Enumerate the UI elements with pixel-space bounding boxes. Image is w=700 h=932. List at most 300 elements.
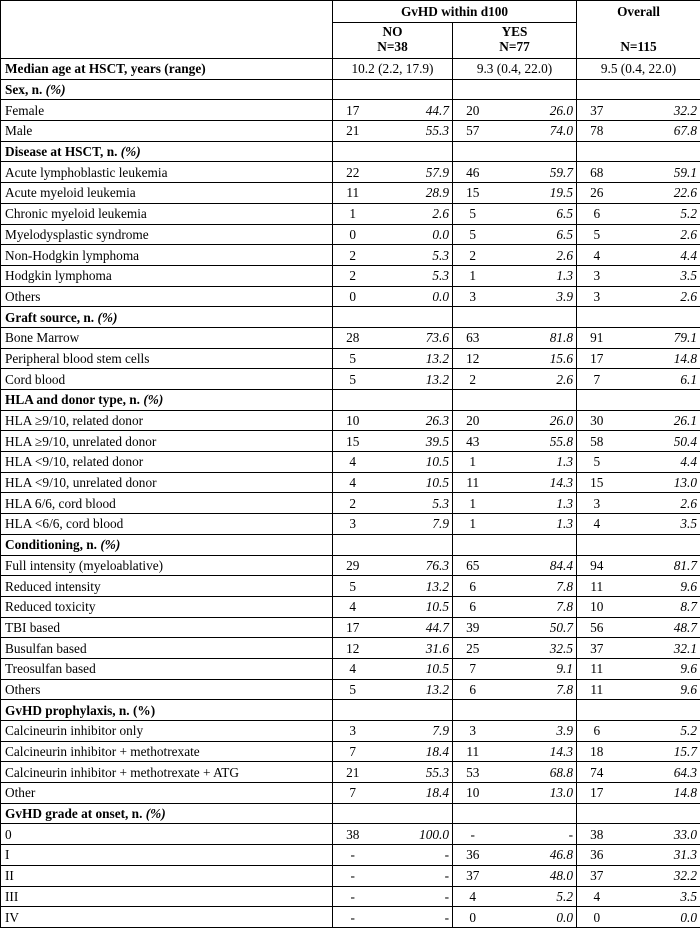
section-title-text: Graft source, n. <box>5 309 95 325</box>
yes-percent: 1.3 <box>493 514 577 535</box>
table-row <box>1 576 700 597</box>
no-count: 4 <box>333 472 373 493</box>
yes-percent: 68.8 <box>493 762 577 783</box>
no-count: 2 <box>333 493 373 514</box>
row-label: 0 <box>1 824 333 845</box>
table-row <box>1 203 700 224</box>
yes-count: 15 <box>453 183 493 204</box>
overall-percent: 4.4 <box>617 245 700 266</box>
table-row <box>1 431 700 452</box>
no-percent: 5.3 <box>373 245 453 266</box>
section-title-pct: (%) <box>145 806 166 822</box>
yes-percent: 48.0 <box>493 865 577 886</box>
overall-percent: 3.5 <box>617 265 700 286</box>
overall-count: 7 <box>577 369 617 390</box>
no-percent: 0.0 <box>373 224 453 245</box>
no-percent: - <box>373 907 453 928</box>
table-row <box>1 286 700 307</box>
overall-percent: 3.5 <box>617 886 700 907</box>
empty-cell <box>373 79 453 100</box>
yes-count: 36 <box>453 845 493 866</box>
yes-percent: 26.0 <box>493 100 577 121</box>
no-count: 10 <box>333 410 373 431</box>
empty-cell <box>577 803 617 824</box>
overall-percent: 14.8 <box>617 783 700 804</box>
overall-count: 11 <box>577 679 617 700</box>
age-row <box>1 59 700 80</box>
table-row <box>1 100 700 121</box>
no-percent: 55.3 <box>373 121 453 142</box>
overall-count: 68 <box>577 162 617 183</box>
yes-count: 2 <box>453 369 493 390</box>
overall-percent: 2.6 <box>617 493 700 514</box>
row-label: Peripheral blood stem cells <box>1 348 333 369</box>
row-label: Non-Hodgkin lymphoma <box>1 245 333 266</box>
row-label: HLA <6/6, cord blood <box>1 514 333 535</box>
overall-count: 3 <box>577 286 617 307</box>
yes-percent: 59.7 <box>493 162 577 183</box>
overall-percent: 59.1 <box>617 162 700 183</box>
no-percent: 13.2 <box>373 348 453 369</box>
empty-cell <box>493 141 577 162</box>
overall-count: 4 <box>577 245 617 266</box>
section-header-row <box>1 803 700 824</box>
overall-count: 91 <box>577 327 617 348</box>
yes-count: 63 <box>453 327 493 348</box>
overall-count: 26 <box>577 183 617 204</box>
yes-count: 6 <box>453 679 493 700</box>
table-row <box>1 121 700 142</box>
table-row <box>1 596 700 617</box>
row-label: Hodgkin lymphoma <box>1 265 333 286</box>
overall-count: 74 <box>577 762 617 783</box>
overall-count: 4 <box>577 886 617 907</box>
table-row <box>1 865 700 886</box>
yes-percent: 1.3 <box>493 265 577 286</box>
row-label: Reduced toxicity <box>1 596 333 617</box>
no-count: 3 <box>333 514 373 535</box>
overall-count: 10 <box>577 596 617 617</box>
section-header-row <box>1 141 700 162</box>
row-label: IV <box>1 907 333 928</box>
section-title <box>1 803 333 824</box>
yes-percent: 7.8 <box>493 596 577 617</box>
no-count: 4 <box>333 658 373 679</box>
no-count: 4 <box>333 596 373 617</box>
table-row <box>1 514 700 535</box>
empty-cell <box>373 141 453 162</box>
row-label: I <box>1 845 333 866</box>
row-label: Treosulfan based <box>1 658 333 679</box>
yes-count: 46 <box>453 162 493 183</box>
no-count: 2 <box>333 245 373 266</box>
no-count: 7 <box>333 741 373 762</box>
table-row <box>1 265 700 286</box>
yes-percent: 15.6 <box>493 348 577 369</box>
yes-count: 3 <box>453 721 493 742</box>
yes-percent: 3.9 <box>493 721 577 742</box>
header-overall-n: N=115 <box>620 38 657 54</box>
yes-percent: 13.0 <box>493 783 577 804</box>
empty-cell <box>373 803 453 824</box>
overall-percent: 9.6 <box>617 658 700 679</box>
row-label: II <box>1 865 333 886</box>
header-yes-label: YES <box>501 24 528 39</box>
no-percent: 31.6 <box>373 638 453 659</box>
empty-cell <box>493 307 577 328</box>
overall-percent: 4.4 <box>617 452 700 473</box>
yes-count: 25 <box>453 638 493 659</box>
no-count: 28 <box>333 327 373 348</box>
empty-cell <box>617 803 700 824</box>
yes-percent: - <box>493 824 577 845</box>
yes-percent: 55.8 <box>493 431 577 452</box>
no-count: 0 <box>333 286 373 307</box>
overall-count: 37 <box>577 100 617 121</box>
overall-count: 6 <box>577 721 617 742</box>
no-count: 0 <box>333 224 373 245</box>
no-count: 5 <box>333 369 373 390</box>
empty-cell <box>453 534 493 555</box>
overall-count: 4 <box>577 514 617 535</box>
no-percent: 5.3 <box>373 493 453 514</box>
yes-percent: 1.3 <box>493 493 577 514</box>
no-percent: 0.0 <box>373 286 453 307</box>
yes-count: 1 <box>453 493 493 514</box>
section-header-row <box>1 79 700 100</box>
yes-percent: 3.9 <box>493 286 577 307</box>
header-row-2 <box>1 23 700 59</box>
section-title-text: Sex, n. <box>5 82 43 98</box>
yes-percent: 26.0 <box>493 410 577 431</box>
overall-count: 36 <box>577 845 617 866</box>
yes-count: 20 <box>453 410 493 431</box>
section-header-row <box>1 700 700 721</box>
no-percent: 18.4 <box>373 741 453 762</box>
overall-count: 37 <box>577 638 617 659</box>
no-percent: 73.6 <box>373 327 453 348</box>
empty-cell <box>577 534 617 555</box>
table-row <box>1 638 700 659</box>
no-percent: 10.5 <box>373 658 453 679</box>
no-count: 1 <box>333 203 373 224</box>
row-label: Cord blood <box>1 369 333 390</box>
yes-percent: 2.6 <box>493 245 577 266</box>
overall-percent: 50.4 <box>617 431 700 452</box>
section-title <box>1 700 333 721</box>
section-title <box>1 534 333 555</box>
no-count: 17 <box>333 100 373 121</box>
overall-percent: 15.7 <box>617 741 700 762</box>
no-count: 2 <box>333 265 373 286</box>
section-header-row <box>1 390 700 411</box>
yes-percent: 19.5 <box>493 183 577 204</box>
table-row <box>1 369 700 390</box>
empty-cell <box>333 141 373 162</box>
section-title-pct: (%) <box>120 144 141 160</box>
empty-cell <box>617 307 700 328</box>
empty-cell <box>373 390 453 411</box>
no-count: 21 <box>333 762 373 783</box>
row-label: TBI based <box>1 617 333 638</box>
empty-cell <box>493 803 577 824</box>
empty-cell <box>577 390 617 411</box>
yes-count: 5 <box>453 203 493 224</box>
empty-cell <box>373 534 453 555</box>
section-title-text: GvHD prophylaxis, n. <box>5 702 130 718</box>
overall-percent: 6.1 <box>617 369 700 390</box>
empty-cell <box>577 700 617 721</box>
no-count: 7 <box>333 783 373 804</box>
yes-percent: 14.3 <box>493 741 577 762</box>
overall-percent: 2.6 <box>617 286 700 307</box>
overall-count: 56 <box>577 617 617 638</box>
overall-count: 30 <box>577 410 617 431</box>
table-row <box>1 741 700 762</box>
row-label: Female <box>1 100 333 121</box>
yes-count: 11 <box>453 472 493 493</box>
no-count: 38 <box>333 824 373 845</box>
overall-count: 17 <box>577 348 617 369</box>
section-title-text: Disease at HSCT, n. <box>5 144 118 160</box>
table-row <box>1 555 700 576</box>
no-percent: 28.9 <box>373 183 453 204</box>
yes-count: 3 <box>453 286 493 307</box>
empty-cell <box>617 390 700 411</box>
empty-cell <box>577 307 617 328</box>
no-percent: 44.7 <box>373 617 453 638</box>
header-empty-cell <box>1 1 333 23</box>
yes-count: 1 <box>453 265 493 286</box>
header-group: GvHD within d100 <box>333 1 577 23</box>
header-yes-n: N=77 <box>499 39 530 54</box>
no-count: 4 <box>333 452 373 473</box>
yes-percent: 81.8 <box>493 327 577 348</box>
table-row <box>1 783 700 804</box>
no-percent: 7.9 <box>373 721 453 742</box>
empty-cell <box>617 534 700 555</box>
table-row <box>1 493 700 514</box>
overall-percent: 33.0 <box>617 824 700 845</box>
empty-cell <box>617 700 700 721</box>
overall-count: 5 <box>577 224 617 245</box>
yes-count: 7 <box>453 658 493 679</box>
age-yes: 9.3 (0.4, 22.0) <box>453 59 577 80</box>
no-percent: 57.9 <box>373 162 453 183</box>
table-row <box>1 679 700 700</box>
section-title-pct: (%) <box>45 82 66 98</box>
overall-count: 37 <box>577 865 617 886</box>
overall-percent: 22.6 <box>617 183 700 204</box>
empty-cell <box>333 534 373 555</box>
overall-percent: 0.0 <box>617 907 700 928</box>
yes-percent: 5.2 <box>493 886 577 907</box>
table-row <box>1 327 700 348</box>
row-label: Male <box>1 121 333 142</box>
section-title-pct: (%) <box>97 309 118 325</box>
yes-count: - <box>453 824 493 845</box>
no-count: - <box>333 865 373 886</box>
section-title-text: GvHD grade at onset, n. <box>5 806 143 822</box>
table-row <box>1 762 700 783</box>
row-label: Myelodysplastic syndrome <box>1 224 333 245</box>
section-header-row <box>1 534 700 555</box>
empty-cell <box>453 700 493 721</box>
overall-count: 17 <box>577 783 617 804</box>
no-count: - <box>333 907 373 928</box>
no-count: 3 <box>333 721 373 742</box>
overall-count: 11 <box>577 658 617 679</box>
no-percent: 13.2 <box>373 576 453 597</box>
row-label: HLA 6/6, cord blood <box>1 493 333 514</box>
no-percent: 55.3 <box>373 762 453 783</box>
header-empty-cell-2 <box>1 23 333 59</box>
overall-percent: 31.3 <box>617 845 700 866</box>
empty-cell <box>493 700 577 721</box>
overall-percent: 9.6 <box>617 679 700 700</box>
no-percent: 5.3 <box>373 265 453 286</box>
section-title-pct: (%) <box>143 392 164 408</box>
no-count: 21 <box>333 121 373 142</box>
yes-percent: 14.3 <box>493 472 577 493</box>
no-count: 12 <box>333 638 373 659</box>
section-title-text: HLA and donor type, n. <box>5 392 140 408</box>
row-label: HLA <9/10, unrelated donor <box>1 472 333 493</box>
no-percent: - <box>373 845 453 866</box>
row-label: Calcineurin inhibitor + methotrexate <box>1 741 333 762</box>
empty-cell <box>333 307 373 328</box>
table-row <box>1 224 700 245</box>
overall-count: 11 <box>577 576 617 597</box>
header-overall-n-cell <box>577 23 700 59</box>
yes-count: 4 <box>453 886 493 907</box>
no-percent: 13.2 <box>373 679 453 700</box>
overall-count: 3 <box>577 493 617 514</box>
overall-percent: 3.5 <box>617 514 700 535</box>
row-label: Chronic myeloid leukemia <box>1 203 333 224</box>
overall-percent: 64.3 <box>617 762 700 783</box>
empty-cell <box>333 700 373 721</box>
overall-percent: 32.1 <box>617 638 700 659</box>
empty-cell <box>493 390 577 411</box>
section-title <box>1 141 333 162</box>
yes-percent: 50.7 <box>493 617 577 638</box>
no-percent: 18.4 <box>373 783 453 804</box>
overall-percent: 14.8 <box>617 348 700 369</box>
table-row <box>1 721 700 742</box>
section-title-pct: (%) <box>132 702 156 718</box>
no-count: 5 <box>333 576 373 597</box>
empty-cell <box>577 79 617 100</box>
table-row <box>1 183 700 204</box>
row-label: Bone Marrow <box>1 327 333 348</box>
empty-cell <box>493 79 577 100</box>
yes-percent: 0.0 <box>493 907 577 928</box>
row-label: Other <box>1 783 333 804</box>
overall-percent: 9.6 <box>617 576 700 597</box>
no-percent: 13.2 <box>373 369 453 390</box>
overall-count: 58 <box>577 431 617 452</box>
table-row <box>1 245 700 266</box>
row-label: HLA ≥9/10, unrelated donor <box>1 431 333 452</box>
overall-count: 18 <box>577 741 617 762</box>
age-no: 10.2 (2.2, 17.9) <box>333 59 453 80</box>
no-percent: 26.3 <box>373 410 453 431</box>
overall-percent: 2.6 <box>617 224 700 245</box>
yes-count: 10 <box>453 783 493 804</box>
header-overall: Overall <box>577 1 700 23</box>
empty-cell <box>617 141 700 162</box>
overall-percent: 5.2 <box>617 721 700 742</box>
empty-cell <box>373 307 453 328</box>
age-label: Median age at HSCT, years (range) <box>1 59 333 80</box>
row-label: III <box>1 886 333 907</box>
no-percent: 44.7 <box>373 100 453 121</box>
yes-count: 53 <box>453 762 493 783</box>
no-percent: 10.5 <box>373 472 453 493</box>
no-percent: - <box>373 886 453 907</box>
row-label: Full intensity (myeloablative) <box>1 555 333 576</box>
yes-count: 43 <box>453 431 493 452</box>
row-label: Calcineurin inhibitor + methotrexate + ATG <box>1 762 333 783</box>
overall-count: 15 <box>577 472 617 493</box>
section-title <box>1 307 333 328</box>
table-row <box>1 348 700 369</box>
section-title <box>1 390 333 411</box>
empty-cell <box>453 79 493 100</box>
no-percent: 39.5 <box>373 431 453 452</box>
yes-count: 37 <box>453 865 493 886</box>
row-label: Reduced intensity <box>1 576 333 597</box>
empty-cell <box>373 700 453 721</box>
yes-count: 57 <box>453 121 493 142</box>
overall-percent: 13.0 <box>617 472 700 493</box>
yes-percent: 32.5 <box>493 638 577 659</box>
overall-percent: 79.1 <box>617 327 700 348</box>
no-percent: 100.0 <box>373 824 453 845</box>
no-count: 17 <box>333 617 373 638</box>
table-row <box>1 824 700 845</box>
table-row <box>1 410 700 431</box>
header-yes <box>453 23 577 59</box>
no-count: 11 <box>333 183 373 204</box>
header-no-label: NO <box>382 24 403 39</box>
empty-cell <box>333 803 373 824</box>
overall-count: 94 <box>577 555 617 576</box>
overall-percent: 5.2 <box>617 203 700 224</box>
empty-cell <box>453 803 493 824</box>
row-label: HLA <9/10, related donor <box>1 452 333 473</box>
header-no-n: N=38 <box>377 39 408 54</box>
no-percent: 10.5 <box>373 596 453 617</box>
header-row-1 <box>1 1 700 23</box>
yes-percent: 6.5 <box>493 224 577 245</box>
yes-count: 39 <box>453 617 493 638</box>
overall-percent: 32.2 <box>617 100 700 121</box>
no-count: - <box>333 845 373 866</box>
empty-cell <box>493 534 577 555</box>
overall-percent: 32.2 <box>617 865 700 886</box>
header-no <box>333 23 453 59</box>
no-count: 22 <box>333 162 373 183</box>
section-header-row <box>1 307 700 328</box>
overall-count: 5 <box>577 452 617 473</box>
empty-cell <box>333 390 373 411</box>
no-count: - <box>333 886 373 907</box>
yes-count: 2 <box>453 245 493 266</box>
overall-percent: 8.7 <box>617 596 700 617</box>
overall-count: 38 <box>577 824 617 845</box>
